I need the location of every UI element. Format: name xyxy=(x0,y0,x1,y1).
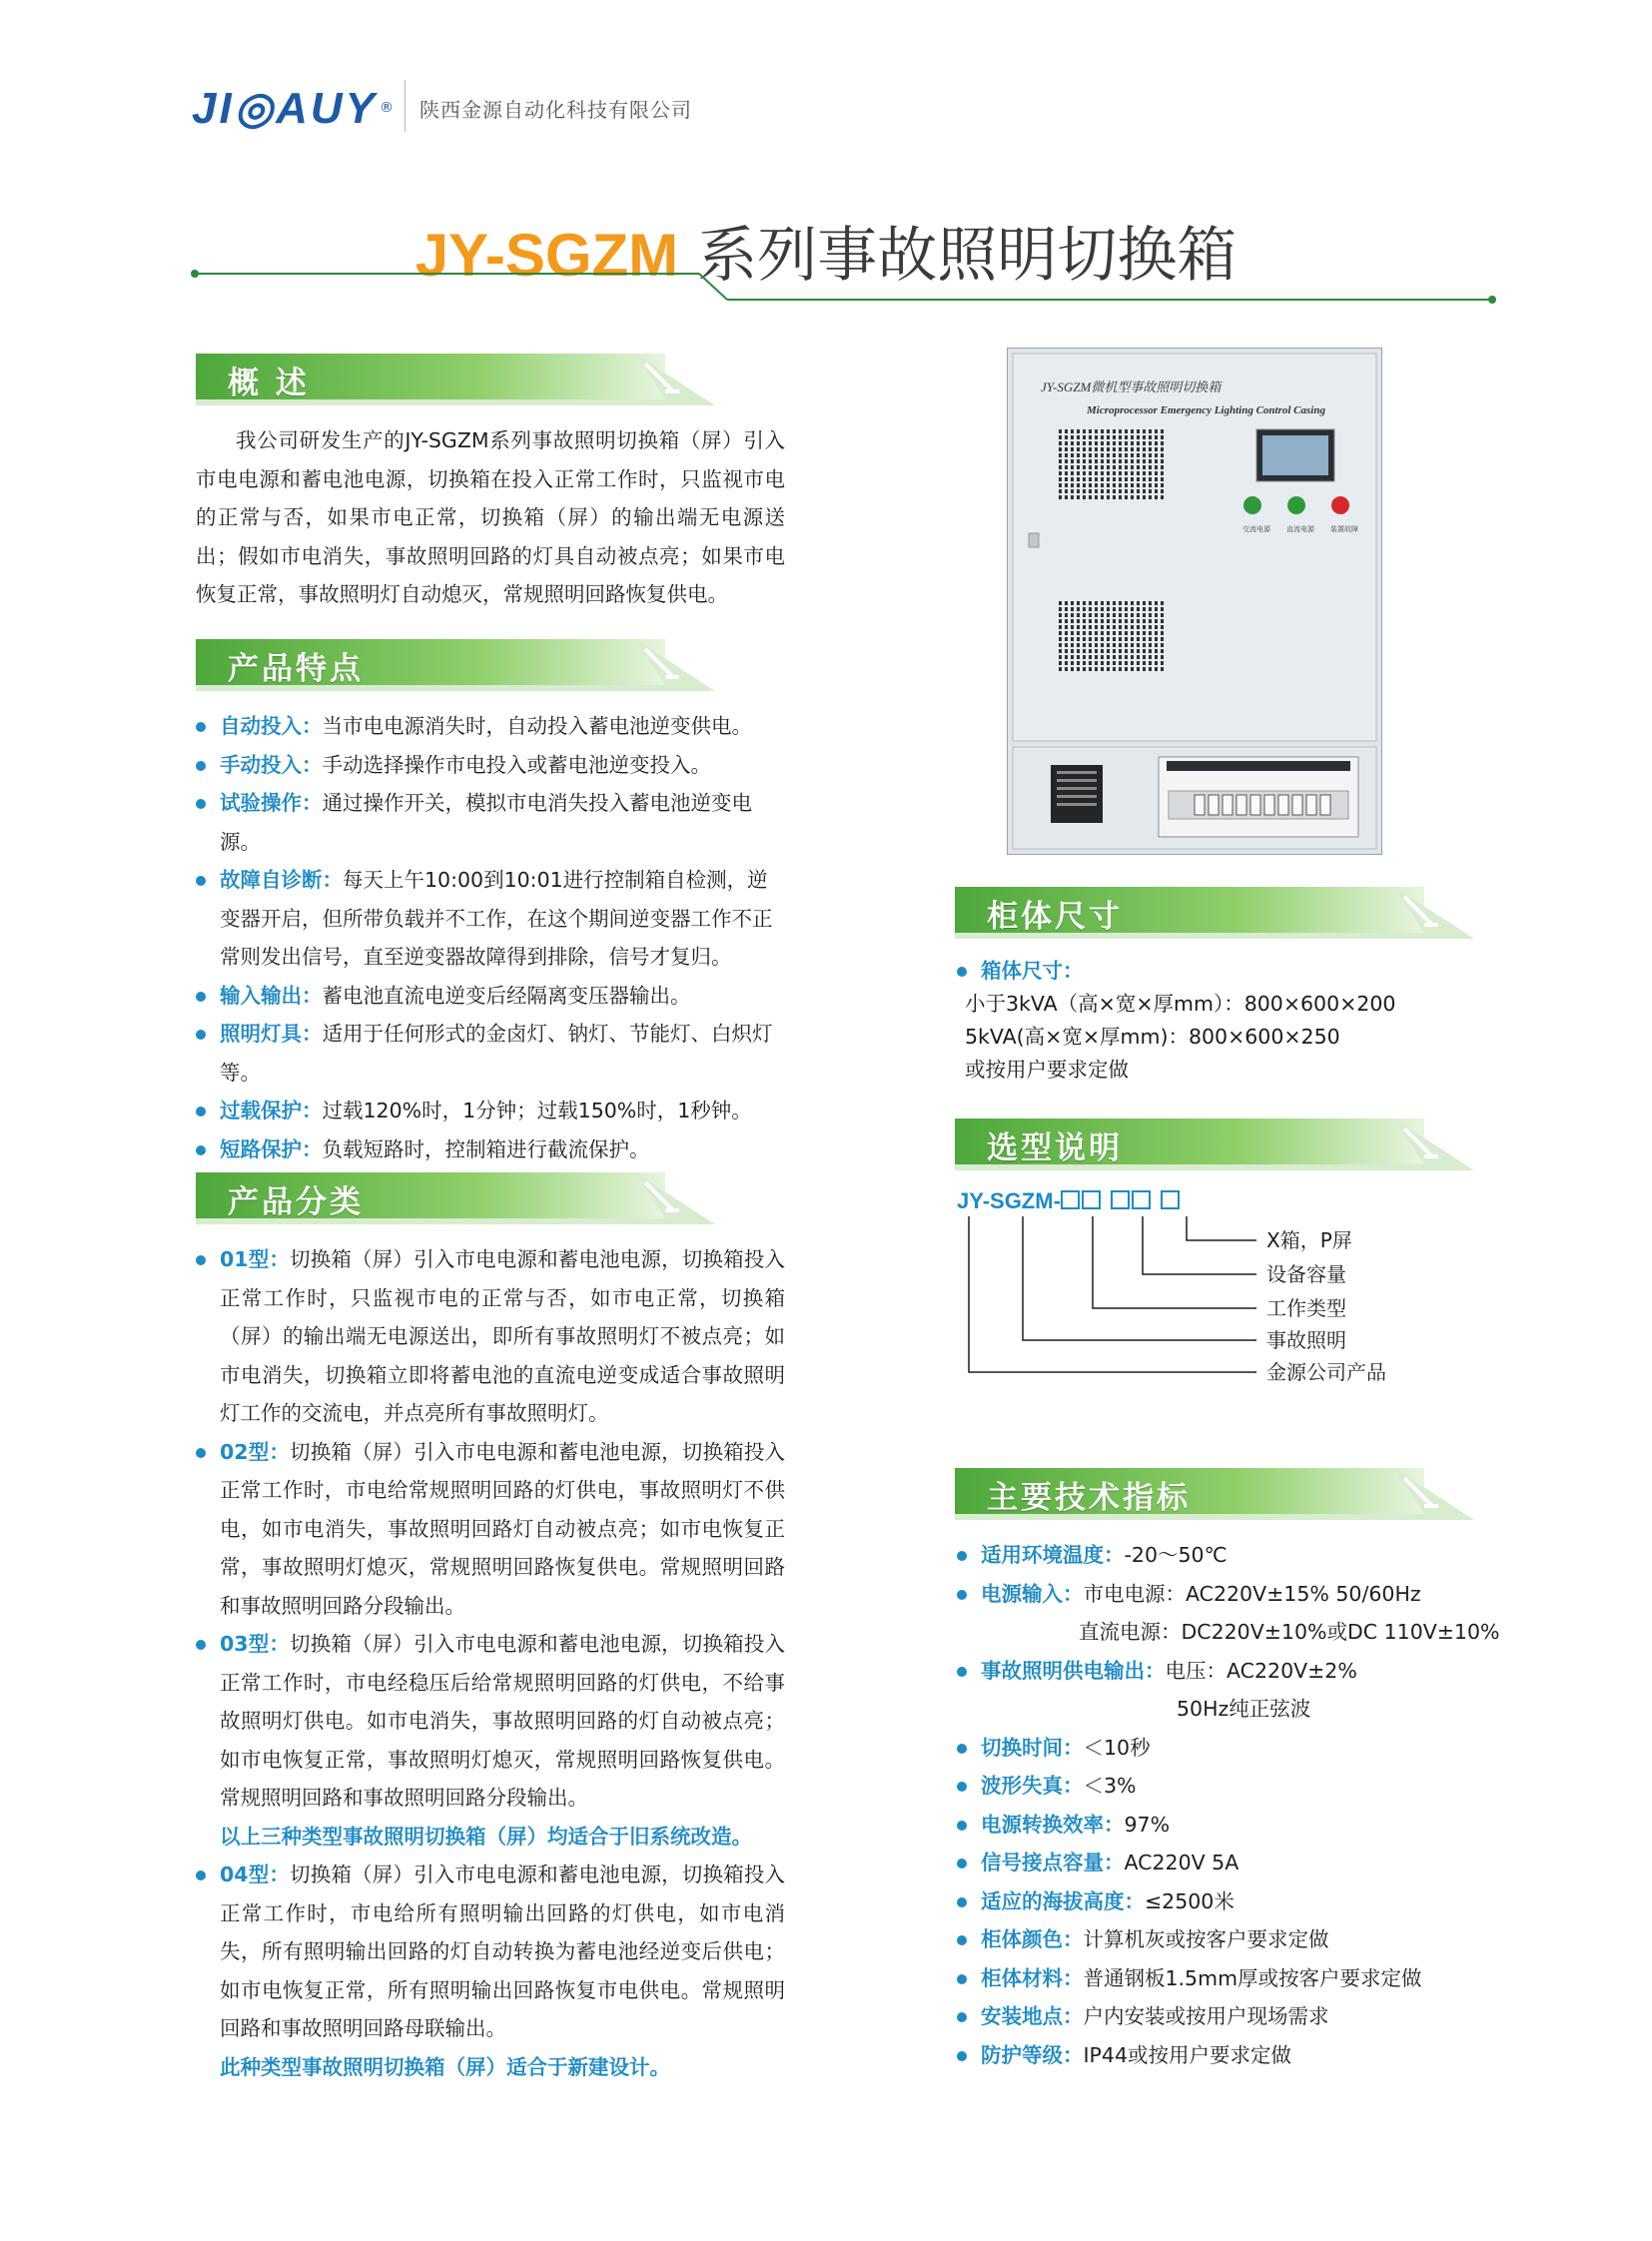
section-title: 选型说明 xyxy=(987,1130,1123,1166)
spec-value: ＜10秒 xyxy=(1083,1735,1151,1760)
model-code xyxy=(957,1188,1182,1214)
spec-value: IP44或按用户要求定做 xyxy=(1083,2042,1291,2067)
category-note: 此种类型事故照明切换箱（屏）适合于新建设计。 xyxy=(220,2054,670,2079)
feature-key: 输入输出： xyxy=(220,983,323,1008)
svg-text:直流电源: 直流电源 xyxy=(1286,525,1314,533)
spec-key: 电源转换效率： xyxy=(981,1812,1125,1837)
bullet-icon xyxy=(196,1030,206,1040)
feature-text: 通过操作开关，模拟市电消失投入蓄电池逆变电源。 xyxy=(220,791,752,854)
bullet-icon xyxy=(196,1145,206,1155)
selection-label: X箱，P屏 xyxy=(1266,1228,1352,1252)
bullet-icon xyxy=(196,992,206,1002)
feature-item xyxy=(196,784,785,861)
categories-list xyxy=(196,1240,785,2086)
feature-text: 蓄电池直流电逆变后经隔离变压器输出。 xyxy=(322,983,691,1008)
bullet-icon xyxy=(957,1590,967,1600)
spec-value: 户内安装或按用户现场需求 xyxy=(1083,2004,1329,2028)
section-title: 概 述 xyxy=(228,366,310,401)
code-box xyxy=(1082,1190,1101,1209)
feature-item xyxy=(196,861,785,977)
category-key: 02型： xyxy=(220,1439,291,1464)
spec-item xyxy=(957,1652,1516,1691)
spec-key: 波形失真： xyxy=(981,1774,1084,1798)
breaker-switch xyxy=(1223,795,1233,815)
breaker-switch xyxy=(1250,795,1260,815)
spec-value: AC220V 5A xyxy=(1124,1851,1239,1874)
dimensions-line: 小于3kVA（高×宽×厚mm）：800×600×200 xyxy=(965,992,1396,1016)
breaker-switch xyxy=(1278,795,1288,815)
bullet-icon xyxy=(196,876,206,886)
feature-text: 过载120%时，1分钟；过载150%时，1秒钟。 xyxy=(322,1099,752,1122)
dimensions-key-row xyxy=(957,955,1516,988)
selection-label: 工作类型 xyxy=(1266,1296,1346,1320)
svg-text:交流电源: 交流电源 xyxy=(1242,525,1270,533)
section-title: 柜体尺寸 xyxy=(987,899,1123,935)
selection-label: 设备容量 xyxy=(1266,1262,1346,1286)
bullet-icon xyxy=(196,1448,206,1458)
bullet-icon xyxy=(196,799,206,809)
dimensions-line: 5kVA(高×宽×厚mm)：800×600×250 xyxy=(965,1025,1340,1049)
product-image xyxy=(1007,348,1382,855)
spec-item xyxy=(957,1806,1516,1845)
breaker-switch xyxy=(1292,795,1302,815)
spec-value: 97% xyxy=(1124,1812,1171,1837)
logo-text: JI◎AUY xyxy=(192,83,378,133)
lamp-fault-icon xyxy=(1331,496,1349,514)
breaker-switch xyxy=(1306,795,1316,815)
spec-value: 普通钢板1.5mm厚或按客户要求定做 xyxy=(1083,1965,1422,1990)
category-text: 切换箱（屏）引入市电电源和蓄电池电源，切换箱投入正常工作时，只监视市电的正常与否，如市电正常，切换箱（屏）的输出端无电源送出，即所有事故照明灯不被点亮；如市电消失，切换箱立即将蓄电池的直流电逆变成适合事故照明灯工作的交流电，并点亮所有事故照明灯。 xyxy=(220,1247,785,1425)
lamp-ac-icon xyxy=(1243,496,1261,514)
selection-label: 事故照明 xyxy=(1266,1328,1346,1352)
feature-key: 试验操作： xyxy=(220,791,323,815)
spec-value: 市电电源：AC220V±15% 50/60Hz xyxy=(1083,1581,1421,1606)
bullet-icon xyxy=(957,1897,967,1907)
category-text: 切换箱（屏）引入市电电源和蓄电池电源，切换箱投入正常工作时，市电给所有照明输出回路的灯供电，如市电消失，所有照明输出回路的灯自动转换为蓄电池经逆变后供电；如市电恢复正常，所有照明输出回路恢复市电供电。常规照明回路和事故照明回路母联输出。 xyxy=(220,1863,785,2040)
spec-value: 计算机灰或按客户要求定做 xyxy=(1083,1927,1329,1951)
lamp-dc-icon xyxy=(1287,496,1305,514)
bullet-icon xyxy=(957,1935,967,1945)
section-header-categories xyxy=(196,1168,715,1224)
code-box xyxy=(1161,1190,1180,1209)
code-box xyxy=(1132,1190,1151,1209)
spec-key: 防护等级： xyxy=(981,2042,1084,2067)
spec-key: 电源输入： xyxy=(981,1581,1084,1606)
category-key: 04型： xyxy=(220,1863,291,1886)
spec-key: 信号接点容量： xyxy=(981,1851,1125,1874)
spec-value: ＜3% xyxy=(1083,1774,1137,1798)
dimensions-block xyxy=(957,955,1516,1087)
feature-key: 手动投入： xyxy=(220,752,323,777)
feature-item xyxy=(196,1015,785,1092)
code-box xyxy=(1111,1190,1130,1209)
spec-value: ≤2500米 xyxy=(1145,1888,1235,1913)
feature-item xyxy=(196,1092,785,1130)
section-title: 产品分类 xyxy=(228,1184,364,1220)
cabinet-illustration xyxy=(1007,348,1382,855)
feature-item xyxy=(196,977,785,1016)
company-name: 陕西金源自动化科技有限公司 xyxy=(419,98,692,122)
section-header-overview xyxy=(196,350,715,405)
feature-key: 照明灯具： xyxy=(220,1022,323,1046)
dimensions-line: 或按用户要求定做 xyxy=(965,1058,1129,1082)
category-item xyxy=(196,1433,785,1626)
spec-item xyxy=(957,1844,1516,1882)
title-rule xyxy=(0,0,1652,320)
feature-text: 负载短路时，控制箱进行截流保护。 xyxy=(322,1136,650,1161)
category-item xyxy=(196,1625,785,1818)
breaker-switch xyxy=(1320,795,1330,815)
section-title: 主要技术指标 xyxy=(987,1480,1191,1516)
spec-key: 安装地点： xyxy=(981,2004,1084,2028)
dimensions-key: 箱体尺寸： xyxy=(981,959,1084,983)
spec-item xyxy=(957,1575,1516,1614)
bullet-icon xyxy=(957,2051,967,2061)
feature-key: 自动投入： xyxy=(220,714,323,738)
spec-key: 事故照明供电输出： xyxy=(981,1658,1166,1683)
spec-item xyxy=(957,1882,1516,1921)
selection-label: 金源公司产品 xyxy=(1266,1360,1386,1384)
spec-continuation: 50Hz纯正弦波 xyxy=(1177,1697,1311,1721)
spec-item xyxy=(957,1767,1516,1806)
breaker-switch xyxy=(1209,795,1219,815)
breaker-switch xyxy=(1195,795,1205,815)
title-name: 系列事故照明切换箱 xyxy=(678,221,1238,291)
category-key: 01型： xyxy=(220,1247,291,1271)
spec-key: 切换时间： xyxy=(981,1735,1084,1760)
breaker-switch xyxy=(1237,795,1246,815)
bullet-icon xyxy=(957,1859,967,1868)
category-item xyxy=(196,1856,785,2048)
feature-text: 手动选择操作市电投入或蓄电池逆变投入。 xyxy=(322,752,711,777)
cabinet-title-cn: JY-SGZM微机型事故照明切换箱 xyxy=(1041,379,1222,394)
category-note: 以上三种类型事故照明切换箱（屏）均适合于旧系统改造。 xyxy=(220,1824,752,1849)
bullet-icon xyxy=(196,1870,206,1880)
category-text: 切换箱（屏）引入市电电源和蓄电池电源，切换箱投入正常工作时，市电经稳压后给常规照明回路的灯供电，不给事故照明灯供电。如市电消失，事故照明回路的灯自动被点亮；如市电恢复正常，事故照明灯熄灭，常规照明回路恢复供电。常规照明回路和事故照明回路分段输出。 xyxy=(220,1632,785,1810)
section-title: 产品特点 xyxy=(228,651,364,687)
section-header-features xyxy=(196,635,715,691)
bullet-icon xyxy=(957,2012,967,2022)
bullet-icon xyxy=(196,1107,206,1117)
spec-key: 柜体颜色： xyxy=(981,1927,1084,1951)
bullet-icon xyxy=(957,1667,967,1677)
spec-key: 适应的海拔高度： xyxy=(981,1888,1145,1913)
feature-item xyxy=(196,746,785,785)
features-list xyxy=(196,707,785,1168)
title-code: JY-SGZM xyxy=(414,222,679,289)
spec-item xyxy=(957,1959,1516,1998)
feature-key: 故障自诊断： xyxy=(220,868,343,892)
bullet-icon xyxy=(957,1744,967,1754)
feature-text: 适用于任何形式的金卤灯、钠灯、节能灯、白炽灯等。 xyxy=(220,1022,773,1085)
bullet-icon xyxy=(196,1640,206,1650)
code-box xyxy=(1061,1190,1080,1209)
bullet-icon xyxy=(957,1782,967,1792)
svg-text:装置故障: 装置故障 xyxy=(1330,525,1358,533)
spec-key: 柜体材料： xyxy=(981,1965,1084,1990)
spec-item xyxy=(957,1920,1516,1959)
category-key: 03型： xyxy=(220,1632,291,1656)
category-item xyxy=(196,1240,785,1433)
spec-item xyxy=(957,1997,1516,2036)
spec-item xyxy=(957,2036,1516,2075)
overview-text: 我公司研发生产的JY-SGZM系列事故照明切换箱（屏）引入市电电源和蓄电池电源，切换箱在投入正常工作时，只监视市电的正常与否，如果市电正常，切换箱（屏）的输出端无电源送出；假如市电消失，事故照明回路的灯具自动被点亮；如果市电恢复正常，事故照明灯自动熄灭，常规照明回路恢复供电。 xyxy=(196,428,785,606)
feature-item xyxy=(196,1130,785,1169)
feature-text: 当市电电源消失时，自动投入蓄电池逆变供电。 xyxy=(322,714,752,738)
category-text: 切换箱（屏）引入市电电源和蓄电池电源，切换箱投入正常工作时，市电给常规照明回路的灯供电，事故照明灯不供电，如市电消失，事故照明回路灯自动被点亮；如市电恢复正常，事故照明灯熄灭，常规照明回路恢复供电。常规照明回路和事故照明回路分段输出。 xyxy=(220,1439,785,1618)
bullet-icon xyxy=(196,1255,206,1265)
section-header-specs xyxy=(955,1464,1474,1520)
model-code-prefix: JY-SGZM- xyxy=(957,1188,1061,1213)
selection-diagram xyxy=(957,1212,1386,1392)
cabinet-title-en: Microprocessor Emergency Lighting Control Casing xyxy=(1087,404,1325,416)
spec-continuation: 直流电源：DC220V±10%或DC 110V±10% xyxy=(1079,1620,1500,1644)
section-header-dimensions xyxy=(955,883,1474,939)
bullet-icon xyxy=(196,722,206,732)
spec-key: 适用环境温度： xyxy=(981,1543,1125,1567)
spec-item xyxy=(957,1729,1516,1768)
feature-item xyxy=(196,707,785,746)
bullet-icon xyxy=(957,1821,967,1831)
bullet-icon xyxy=(957,1551,967,1561)
feature-text: 每天上午10:00到10:01进行控制箱自检测，逆变器开启，但所带负载并不工作，在这个期间逆变器工作不正常则发出信号，直至逆变器故障得到排除，信号才复归。 xyxy=(220,868,773,969)
bullet-icon xyxy=(957,1974,967,1984)
spec-value: -20～50℃ xyxy=(1124,1543,1228,1567)
bullet-icon xyxy=(957,967,967,977)
specs-list xyxy=(957,1536,1516,2074)
spec-item xyxy=(957,1536,1516,1575)
feature-key: 过载保护： xyxy=(220,1099,323,1122)
registered-mark: ® xyxy=(380,100,394,116)
section-header-selection xyxy=(955,1115,1474,1170)
bullet-icon xyxy=(196,761,206,771)
feature-key: 短路保护： xyxy=(220,1136,323,1161)
breaker-switch xyxy=(1264,795,1274,815)
spec-value: 电压：AC220V±2% xyxy=(1165,1658,1357,1683)
